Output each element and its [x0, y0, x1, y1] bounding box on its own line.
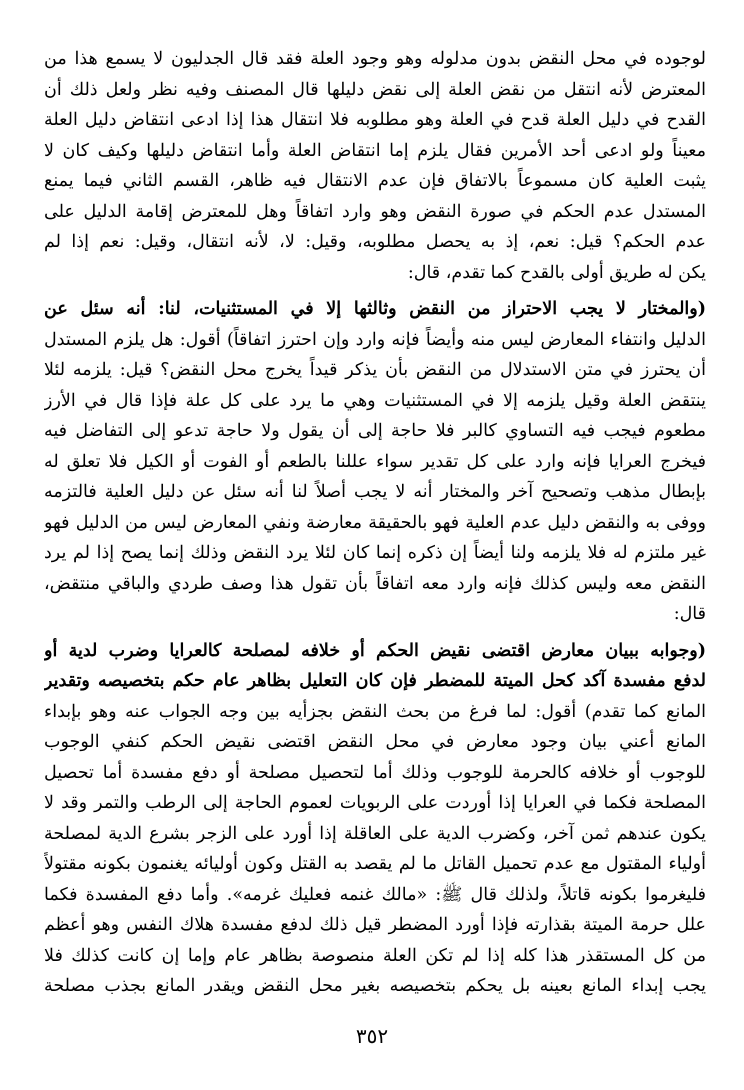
text-line: بإبطال مذهب وتصحيح آخر والمختار أنه لا يجب أصلاً لنا أنه سئل عن دليل العلية فالتزمه: [44, 482, 706, 502]
text-line: ووفى به والنقض دليل عدم العلية فهو بالحقيقة معارضة ونفي المعارض ليس من الدليل فهو: [44, 512, 706, 533]
paragraph: [44, 636, 706, 1002]
text-line: يكن له طريق أولى بالقدح كما تقدم، قال:: [407, 262, 706, 283]
text-line: فليغرموا بكونه قاتلاً، ولذلك قال ﷺ: «مالك غنمه فعليك غرمه». وأما دفع المفسدة فكما: [44, 884, 706, 905]
quoted-text-line: (والمختار لا يجب الاحتراز من النقض وثالثها إلا في المستثنيات، لنا: أنه سئل عن: [44, 299, 706, 319]
text-line: المانع أعني بيان وجود معارض في محل النقض اقتضى نقيض الحكم كنفي الوجوب: [44, 732, 706, 752]
text-line: أولياء المقتول مع عدم تحميل القاتل ما لم يقصد به القتل وكون أوليائه يغنمون بكونه مقتولاً: [44, 854, 706, 874]
text-line: عدم الحكم؟ قيل: نعم، إذ به يحصل مطلوبه، وقيل: لا، لأنه انتقال، وقيل: نعم إذا لم: [44, 232, 706, 252]
text-line: معيناً ولو ادعى أحد الأمرين فقال يلزم إما انتقاض العلة وأما انتقاض دليلها وكيف كان لا: [44, 140, 706, 161]
text-line: أن يحترز في متن الاستدلال من النقض بأن يذكر قيداً يخرج محل النقض؟ قيل: يلزمه لئلا: [44, 360, 706, 380]
text-line: مطعوم فيجب فيه التساوي كالبر فلا حاجة إلى أن يقول ولا حاجة تدعو إلى التفاضل فيه: [44, 421, 706, 441]
text-line: يثبت العلية كان مسموعاً بالاتفاق فإن عدم الانتقال فيه ظاهر، القسم الثاني فيما يمنع: [44, 171, 706, 191]
text-line: علل حرمة الميتة بقذارته فإذا أورد المضطر قيل ذلك لدفع مفسدة هلاك النفس وهو أعظم: [44, 915, 706, 935]
text-line: ينتقض العلة وقيل يلزمه إلا في المستثنيات وهي ما يرد على كل علة فإذا قال في الأرز: [44, 390, 706, 411]
quoted-text-line: لدفع مفسدة آكد كحل الميتة للمضطر فإن كان التعليل بظاهر عام حكم بتخصيصه وتقدير: [44, 671, 706, 691]
text-line: لوجوده في محل النقض بدون مدلوله وهو وجود العلة فقد قال الجدليون لا يسمع هذا من: [44, 49, 706, 69]
quoted-text-line: (وجوابه ببيان معارض اقتضى نقيض الحكم أو خلافه لمصلحة كالعرايا وضرب لدية أو: [44, 640, 706, 661]
text-line: النقض معه وليس كذلك فإنه وارد معه اتفاقاً بأن تقول هذا وصف طردي والباقي منتقض،: [44, 573, 706, 594]
text-line: قال:: [673, 604, 706, 624]
text-line: غير ملتزم له فلا يلزمه ولنا أيضاً إن ذكره إنما كان لئلا يرد النقض وذلك إنما يصح إذا لم يرد: [44, 543, 706, 563]
text-line: المصلحة فكما في العرايا إذا أوردت على الربويات لعموم الحاجة إلى الرطب والتمر وقد لا: [44, 793, 706, 813]
text-line: فيخرج العرايا فإنه وارد على كل تقدير سواء عللنا بالطعم أو الفوت أو الكيل فلا تعلق له: [44, 451, 706, 472]
text-line: المعترض لأنه انتقل من نقض العلة إلى نقض دليلها قال المصنف وفيه نظر ولعل ذلك أن: [44, 79, 706, 100]
text-line: الدليل وانتفاء المعارض ليس منه وأيضاً فإنه وارد وإن احترز اتفاقاً) أقول: هل يلزم المستدل: [44, 329, 706, 350]
paragraph: [44, 294, 706, 630]
paragraph: [44, 44, 706, 288]
body-text: [44, 44, 706, 1002]
text-line: المستدل عدم الحكم في صورة النقض وهو وارد اتفاقاً وهل للمعترض إقامة الدليل على: [44, 201, 706, 222]
text-line: من كل المستقذر هذا كله إذا لم تكن العلة منصوصة بظاهر عام وإما إن كانت كذلك فلا: [44, 945, 706, 966]
text-line: القدح في دليل العلة قدح في العلة وهو مطلوبه فلا انتقال هذا إذا ادعى انتقاض دليل العلة: [44, 110, 706, 130]
text-line: يكون عندهم ثمن آخر، وكضرب الدية على العاقلة إذا أورد على الزجر بشرع الدية لمصلحة: [44, 823, 706, 844]
text-line: المانع كما تقدم) أقول: لما فرغ من بحث النقض بجزأيه بين وجه الجواب عنه وهو بإبداء: [44, 701, 706, 722]
text-line: للوجوب أو خلافه كالحرمة للوجوب وذلك أما لتحصيل مصلحة أو دفع مفسدة أما تحصيل: [44, 762, 706, 783]
page-number: ٣٥٢: [355, 1024, 389, 1048]
text-line: يجب إبداء المانع بعينه بل يحكم بتخصيصه بغير محل النقض ويقدر المانع بجذب مصلحة: [44, 976, 706, 996]
